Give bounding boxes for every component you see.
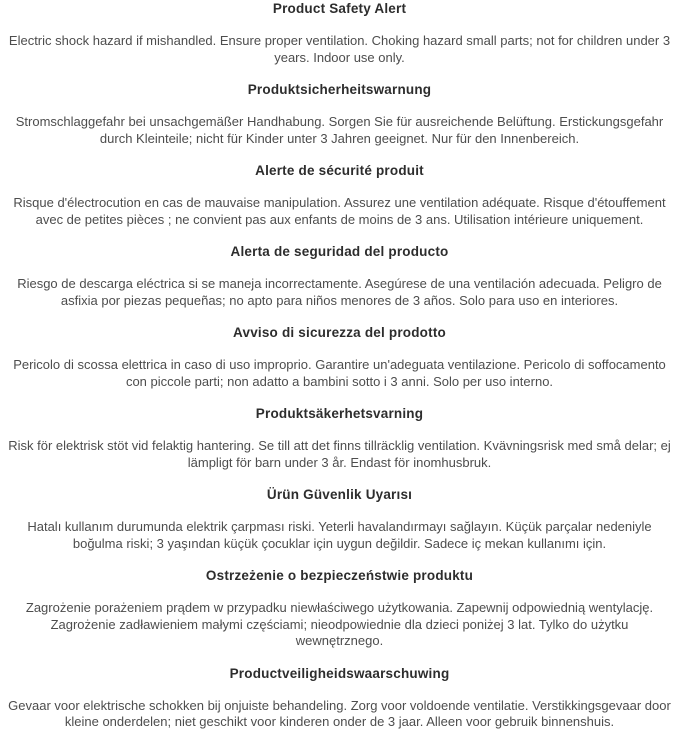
section-body: Zagrożenie porażeniem prądem w przypadku niewłaściwego użytkowania. Zapewnij odpowiednią wentylację. Zagrożenie zadławieniem małymi częściami; nieodpowiednie dla dzieci poniżej 3 lat. Tylko do użytku wewnętrznego. bbox=[25, 600, 654, 648]
section-body: Electric shock hazard if mishandled. Ensure proper ventilation. Choking hazard small parts; not for children under 3 years. Indoor use only. bbox=[8, 33, 671, 65]
section-body: Risque d'électrocution en cas de mauvaise manipulation. Assurez une ventilation adéquate. Risque d'étouffement avec de petites pièces ; ne convient pas aux enfants de moins de 3 ans. Utilisation intérieure uniquement. bbox=[13, 195, 666, 227]
safety-section-turkish bbox=[7, 488, 672, 552]
safety-section-german bbox=[7, 83, 672, 147]
safety-section-italian bbox=[7, 326, 672, 390]
section-body: Hatalı kullanım durumunda elektrik çarpması riski. Yeterli havalandırmayı sağlayın. Küçük parçalar nedeniyle boğulma riski; 3 yaşından küçük çocuklar için uygun değildir. Sadece iç mekan kullanımı için. bbox=[27, 519, 652, 551]
safety-alert-document bbox=[7, 2, 672, 731]
safety-section-dutch bbox=[7, 667, 672, 731]
section-heading: Ostrzeżenie o bezpieczeństwie produktu bbox=[205, 568, 474, 583]
section-body: Riesgo de descarga eléctrica si se maneja incorrectamente. Asegúrese de una ventilación adecuada. Peligro de asfixia por piezas pequeñas; no apto para niños menores de 3 años. Solo para uso en interiores. bbox=[17, 276, 662, 308]
section-heading: Productveiligheidswaarschuwing bbox=[229, 665, 450, 681]
section-heading: Produktsicherheitswarnung bbox=[247, 82, 432, 97]
section-body: Risk för elektrisk stöt vid felaktig hantering. Se till att det finns tillräcklig ventilation. Kvävningsrisk med små delar; ej lämpligt för barn under 3 år. Endast för inomhusbruk. bbox=[8, 438, 671, 470]
safety-section-polish bbox=[7, 569, 672, 650]
section-body: Pericolo di scossa elettrica in caso di uso improprio. Garantire un'adeguata ventilazione. Pericolo di soffocamento con piccole parti; non adatto a bambini sotto i 3 anni. Solo per uso interno. bbox=[13, 357, 666, 389]
section-heading: Alerte de sécurité produit bbox=[255, 163, 424, 178]
section-heading: Produktsäkerhetsvarning bbox=[255, 406, 424, 421]
safety-section-english bbox=[7, 2, 672, 66]
section-heading: Alerta de seguridad del producto bbox=[230, 244, 449, 259]
section-body: Stromschlaggefahr bei unsachgemäßer Handhabung. Sorgen Sie für ausreichende Belüftung. Erstickungsgefahr durch Kleinteile; nicht für Kinder unter 3 Jahren geeignet. Nur für den Innenbereich. bbox=[15, 114, 664, 146]
section-heading: Avviso di sicurezza del prodotto bbox=[233, 325, 446, 340]
section-heading: Product Safety Alert bbox=[272, 1, 407, 16]
safety-section-swedish bbox=[7, 407, 672, 471]
safety-section-spanish bbox=[7, 245, 672, 309]
safety-section-french bbox=[7, 164, 672, 228]
section-heading: Ürün Güvenlik Uyarısı bbox=[266, 487, 413, 502]
section-body: Gevaar voor elektrische schokken bij onjuiste behandeling. Zorg voor voldoende ventilatie. Verstikkingsgevaar door kleine onderdelen; niet geschikt voor kinderen onder de 3 jaar. Alleen voor gebruik binnenshuis. bbox=[8, 697, 671, 729]
